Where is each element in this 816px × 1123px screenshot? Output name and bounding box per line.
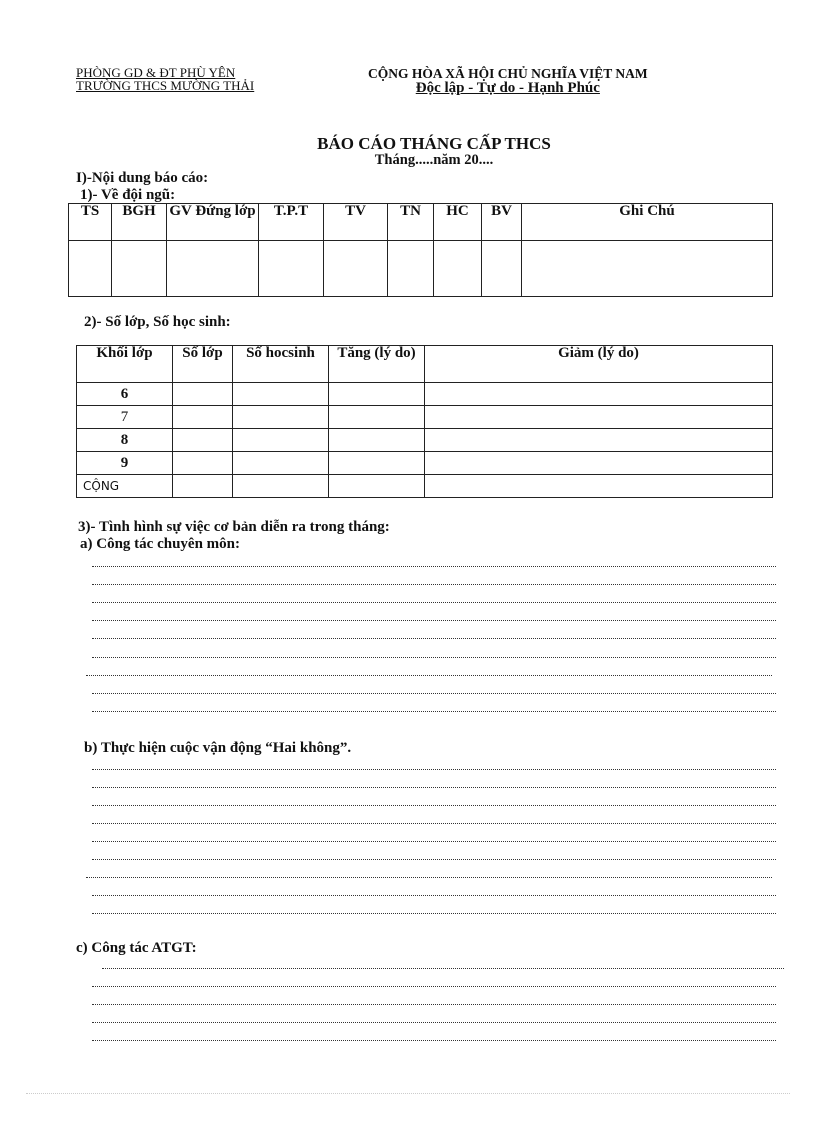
grade-label: 6 <box>77 383 173 406</box>
subsection-c-heading: c) Công tác ATGT: <box>76 940 197 956</box>
department-header <box>76 66 254 92</box>
col-bv: BV <box>482 204 522 241</box>
cell-input[interactable] <box>425 452 773 475</box>
cell-input[interactable] <box>425 475 773 498</box>
col-decrease: Giảm (lý do) <box>425 346 773 383</box>
cell-hc[interactable] <box>434 241 482 297</box>
col-hc: HC <box>434 204 482 241</box>
subsection-a-heading: a) Công tác chuyên môn: <box>80 536 240 552</box>
total-label: CỘNG <box>77 475 173 498</box>
report-title: BÁO CÁO THÁNG CẤP THCS <box>317 134 551 153</box>
table-row <box>77 475 773 498</box>
cell-input[interactable] <box>425 383 773 406</box>
grade-label: 7 <box>77 406 173 429</box>
cell-input[interactable] <box>173 406 233 429</box>
blank-line[interactable] <box>92 657 776 658</box>
staff-subheading: 1)- Về đội ngũ: <box>80 187 176 203</box>
cell-bv[interactable] <box>482 241 522 297</box>
col-student-count: Số hocsinh <box>233 346 329 383</box>
col-increase: Tăng (lý do) <box>329 346 425 383</box>
cell-input[interactable] <box>329 475 425 498</box>
table-row <box>77 406 773 429</box>
blank-line[interactable] <box>92 787 776 788</box>
col-bgh: BGH <box>112 204 167 241</box>
blank-line[interactable] <box>92 638 776 639</box>
blank-line[interactable] <box>92 1022 776 1023</box>
cell-gv[interactable] <box>167 241 259 297</box>
cell-input[interactable] <box>329 452 425 475</box>
blank-line[interactable] <box>86 675 772 676</box>
department-name: PHÒNG GD & ĐT PHÙ YÊN <box>76 65 236 80</box>
col-class-count: Số lớp <box>173 346 233 383</box>
col-gv: GV Đứng lớp <box>167 204 259 241</box>
blank-line[interactable] <box>92 602 776 603</box>
cell-input[interactable] <box>173 475 233 498</box>
blank-line[interactable] <box>92 986 776 987</box>
staff-table-header <box>69 204 773 241</box>
blank-line[interactable] <box>92 711 776 712</box>
school-name: TRƯỜNG THCS MƯỜNG THẢI <box>76 78 255 93</box>
students-table <box>76 345 773 498</box>
staff-table-row <box>69 241 773 297</box>
blank-line[interactable] <box>92 1004 776 1005</box>
blank-line[interactable] <box>92 859 776 860</box>
blank-line[interactable] <box>92 895 776 896</box>
blank-line[interactable] <box>92 913 776 914</box>
blank-line[interactable] <box>92 823 776 824</box>
cell-input[interactable] <box>233 406 329 429</box>
blank-line[interactable] <box>92 620 776 621</box>
staff-table <box>68 203 773 297</box>
col-tn: TN <box>388 204 434 241</box>
page-bottom-divider <box>26 1093 790 1094</box>
cell-input[interactable] <box>173 429 233 452</box>
table-row <box>77 429 773 452</box>
blank-line[interactable] <box>92 841 776 842</box>
cell-input[interactable] <box>329 406 425 429</box>
cell-input[interactable] <box>173 452 233 475</box>
national-motto: Độc lập - Tự do - Hạnh Phúc <box>415 80 600 96</box>
cell-tn[interactable] <box>388 241 434 297</box>
national-header <box>368 66 648 96</box>
blank-line[interactable] <box>102 968 784 969</box>
cell-bgh[interactable] <box>112 241 167 297</box>
report-period: Tháng.....năm 20.... <box>374 152 494 168</box>
col-ts: TS <box>69 204 112 241</box>
cell-input[interactable] <box>233 429 329 452</box>
cell-ts[interactable] <box>69 241 112 297</box>
country-name: CỘNG HÒA XÃ HỘI CHỦ NGHĨA VIỆT NAM <box>368 66 648 81</box>
cell-input[interactable] <box>233 452 329 475</box>
cell-input[interactable] <box>233 383 329 406</box>
section-3-heading: 3)- Tình hình sự việc cơ bản diễn ra trong tháng: <box>78 519 390 535</box>
section-1-heading: I)-Nội dung báo cáo: <box>76 170 209 186</box>
grade-label: 9 <box>77 452 173 475</box>
cell-input[interactable] <box>329 383 425 406</box>
blank-line[interactable] <box>92 805 776 806</box>
section-2-heading: 2)- Số lớp, Số học sinh: <box>84 314 231 330</box>
blank-line[interactable] <box>92 584 776 585</box>
blank-line[interactable] <box>92 1040 776 1041</box>
cell-tv[interactable] <box>324 241 388 297</box>
cell-input[interactable] <box>173 383 233 406</box>
blank-line[interactable] <box>92 693 776 694</box>
table-row <box>77 383 773 406</box>
cell-tpt[interactable] <box>259 241 324 297</box>
col-tv: TV <box>324 204 388 241</box>
col-grade: Khối lớp <box>77 346 173 383</box>
students-table-header <box>77 346 773 383</box>
cell-input[interactable] <box>425 429 773 452</box>
blank-line[interactable] <box>92 769 776 770</box>
col-tpt: T.P.T <box>259 204 324 241</box>
col-notes: Ghi Chú <box>522 204 773 241</box>
cell-input[interactable] <box>425 406 773 429</box>
table-row <box>77 452 773 475</box>
cell-input[interactable] <box>233 475 329 498</box>
cell-input[interactable] <box>329 429 425 452</box>
grade-label: 8 <box>77 429 173 452</box>
blank-line[interactable] <box>92 566 776 567</box>
blank-line[interactable] <box>86 877 772 878</box>
cell-notes[interactable] <box>522 241 773 297</box>
subsection-b-heading: b) Thực hiện cuộc vận động “Hai không”. <box>84 740 352 756</box>
